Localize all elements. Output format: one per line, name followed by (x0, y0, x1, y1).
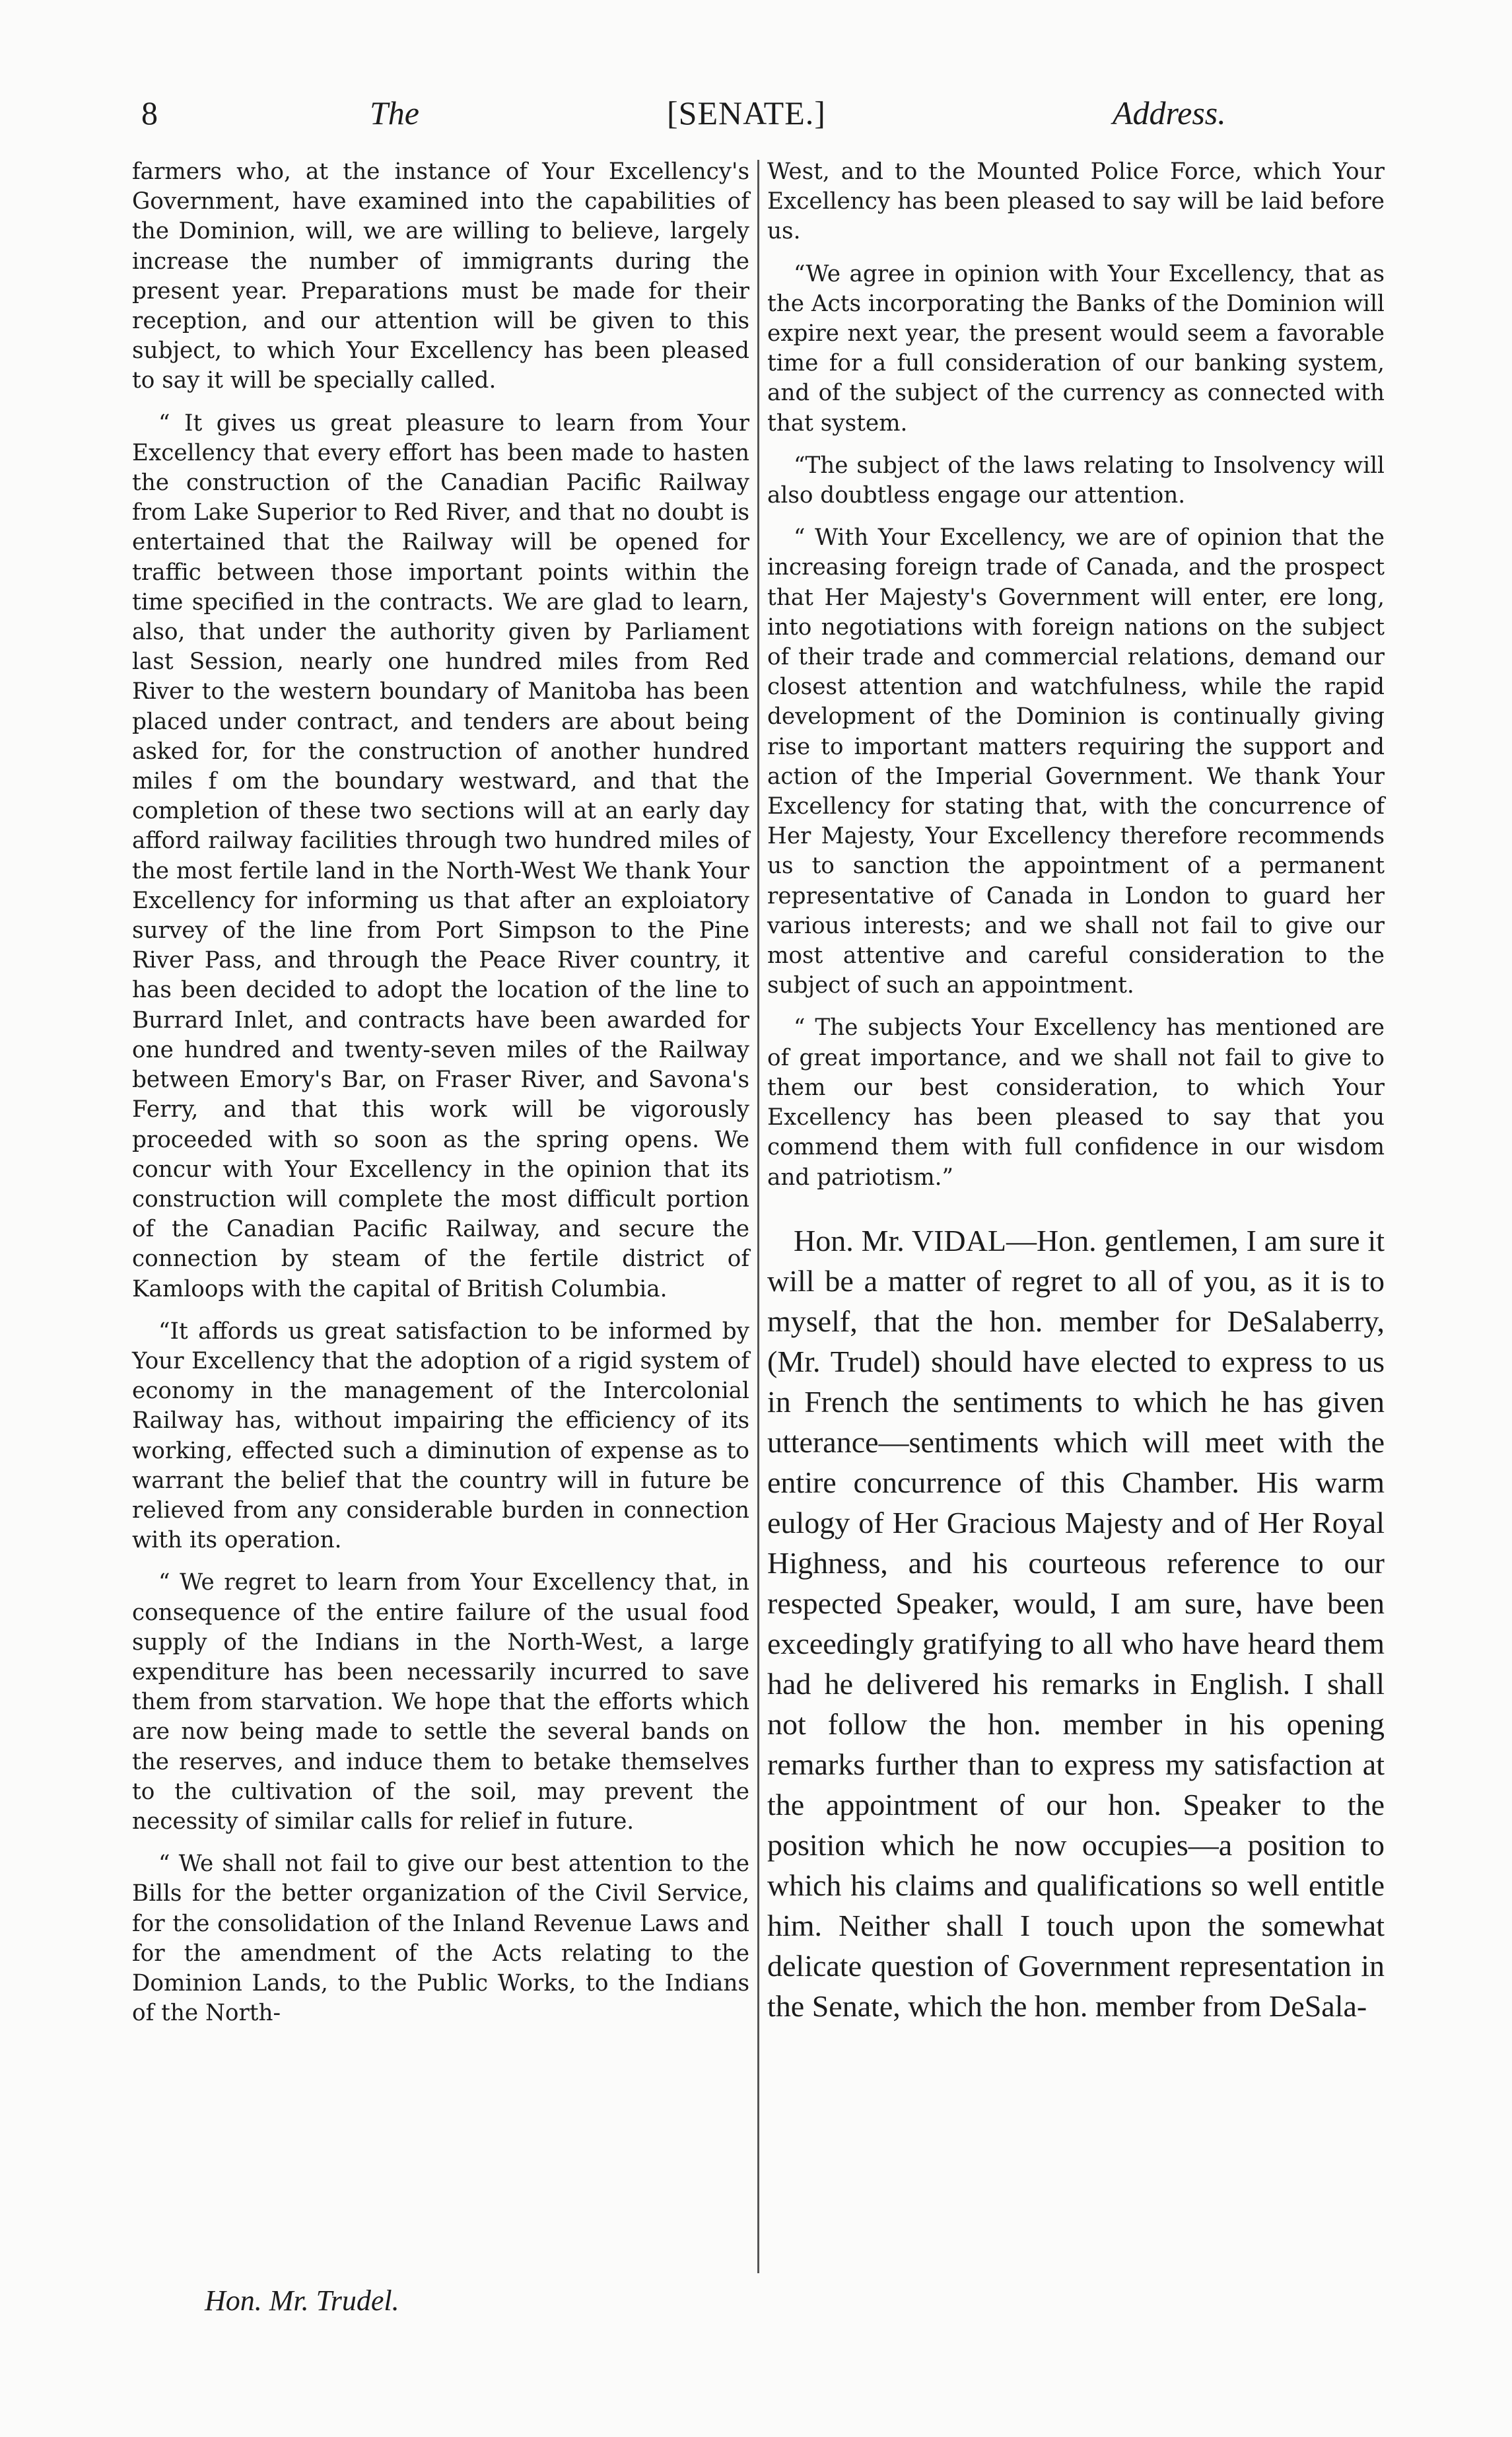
column-divider (757, 160, 759, 2273)
paragraph: “ The subjects Your Excellency has mentioned are of great importance, and we shall not fail to give to them our best consideration, to which Your Excellency has been pleased to say that you commend them with full confidence in our wisdom and patriotism.” (767, 1014, 1385, 1191)
paragraph: “The subject of the laws relating to Insolvency will also doubtless engage our attention. (767, 452, 1385, 509)
paragraph: “ With Your Excellency, we are of opinion that the increasing foreign trade of Canada, and the prospect that Her Majesty's Government will enter, ere long, into negotiations with foreign nations on the subject of their trade and commercial relations, demand our closest attention and watchfulness, while the rapid development of the Dominion is continually giving rise to important matters requiring the support and action of the Imperial Government. We thank Your Excellency for stating that, with the concurrence of Her Majesty, Your Excellency therefore recommends us to sanction the appointment of a permanent representative of Canada in London to guard her various interests; and we shall not fail to give our most attentive and careful consideration to the subject of such an appointment. (767, 524, 1385, 999)
paragraph: farmers who, at the instance of Your Excellency's Government, have examined into the capabilities of the Dominion, will, we are willing to believe, largely increase the number of immigrants during the present year. Preparations must be made for their reception, and our attention will be given to this subject, to which Your Excellency has been pleased to say it will be specially called. (132, 159, 749, 394)
header-left-word: The (370, 94, 419, 131)
paragraph: “ We regret to learn from Your Excellency that, in consequence of the entire failure of the usual food supply of the Indians in the North-West, a large expenditure has been necessarily incurred to save them from starvation. We hope that the efforts which are now being made to settle the several bands on the reserves, and induce them to betake themselves to the cultivation of the soil, may prevent the necessity of similar calls for relief in future. (132, 1569, 749, 1835)
paragraph: West, and to the Mounted Police Force, which Your Excellency has been pleased to say will be laid before us. (767, 159, 1385, 245)
header-center: [SENATE.] (667, 94, 826, 131)
paragraph: “It affords us great satisfaction to be informed by Your Excellency that the adoption of a rigid system of economy in the management of the Intercolonial Railway has, without impairing the efficiency of its working, effected such a diminution of expense as to warrant the belief that the country will in future be relieved from any considerable burden in connection with its operation. (132, 1318, 749, 1554)
vidal-speech: Hon. Mr. VIDAL—Hon. gentlemen, I am sure it will be a matter of regret to all of you, as it is to myself, that the hon. member for DeSalaberry, (Mr. Trudel) should have elected to express to us in French the sentiments to which he has given utterance—sentiments which will meet with the entire concurrence of this Chamber. His warm eulogy of Her Gracious Majesty and of Her Royal Highness, and his courteous reference to our respected Speaker, would, I am sure, have been exceedingly gratifying to all who have heard them had he delivered his remarks in English. I shall not follow the hon. member in his opening remarks further than to express my satisfaction at the appointment of our hon. Speaker to the position which he now occupies—a position to which his claims and qualifications so well entitle him. Neither shall I touch upon the somewhat delicate question of Government representation in the Senate, which the hon. member from DeSala- (767, 1223, 1385, 2023)
paragraph: “We agree in opinion with Your Excellency, that as the Acts incorporating the Banks of the Dominion will expire next year, the present would seem a favorable time for a full consideration of our banking system, and of the subject of the currency as connected with that system. (767, 260, 1385, 437)
right-column (767, 157, 1385, 2026)
footer-speaker: Hon. Mr. Trudel. (205, 2284, 399, 2317)
paragraph: “ We shall not fail to give our best attention to the Bills for the better organization of the Civil Service, for the consolidation of the Inland Revenue Laws and for the amendment of the Acts relating to the Dominion Lands, to the Public Works, to the Indians of the North- (132, 1851, 749, 2027)
running-header (0, 81, 1512, 140)
left-column (132, 157, 749, 2041)
header-right-word: Address. (1113, 94, 1226, 131)
page-number: 8 (141, 94, 158, 131)
paragraph: “ It gives us great pleasure to learn from Your Excellency that every effort has been made to hasten the construction of the Canadian Pacific Railway from Lake Superior to Red River, and that no doubt is entertained that the Railway will be opened for traffic between those important points within the time specified in the contracts. We are glad to learn, also, that under the authority given by Parliament last Session, nearly one hundred miles from Red River to the western boundary of Manitoba has been placed under contract, and tenders are about being asked for, for the construction of another hundred miles f om the boundary westward, and that the completion of these two sections will at an early day afford railway facilities through two hundred miles of the most fertile land in the North-West We thank Your Excellency for informing us that after an exploiatory survey of the line from Port Simpson to the Pine River Pass, and through the Peace River country, it has been decided to adopt the location of the line to Burrard Inlet, and contracts have been awarded for one hundred and twenty-seven miles of the Railway between Emory's Bar, on Fraser River, and Savona's Ferry, and that this work will be vigorously proceeded with so soon as the spring opens. We concur with Your Excellency in the opinion that its construction will complete the most difficult portion of the Canadian Pacific Railway, and secure the connection by steam of the fertile district of Kamloops with the capital of British Columbia. (132, 409, 749, 1302)
